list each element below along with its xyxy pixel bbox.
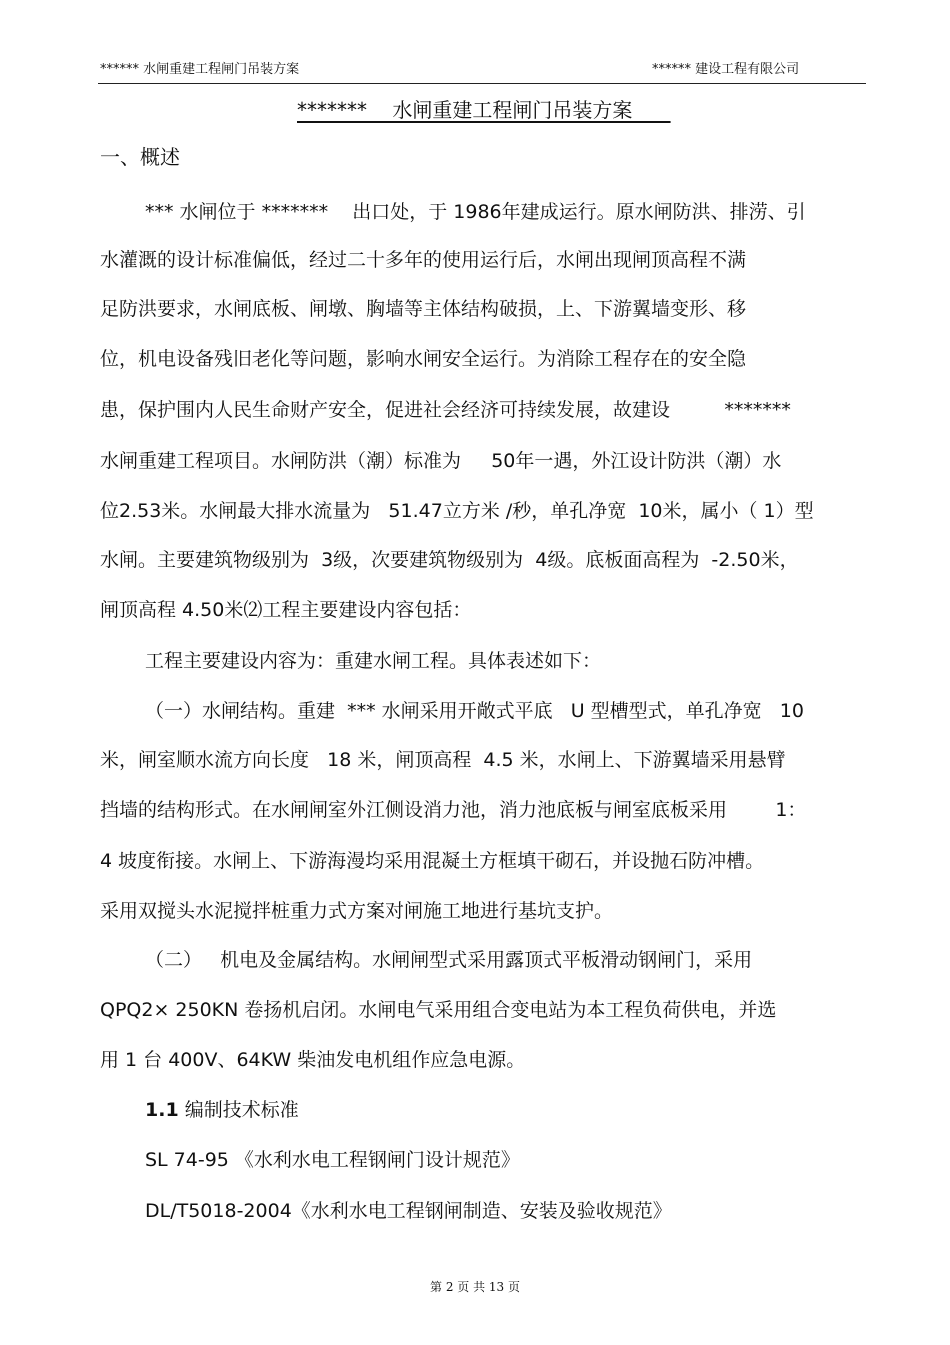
section-heading: 一、概述 bbox=[100, 145, 180, 169]
paragraph-line: 位，机电设备残旧老化等问题，影响水闸安全运行。为消除工程存在的安全隐 bbox=[100, 348, 747, 370]
paragraph-line: （一）水闸结构。重建 *** 水闸采用开敞式平底 U 型槽型式，单孔净宽 10 bbox=[145, 700, 804, 722]
paragraph-line: 挡墙的结构形式。在水闸闸室外江侧设消力池，消力池底板与闸室底板采用 1： bbox=[100, 799, 807, 821]
paragraph-line: 水闸。主要建筑物级别为 3级，次要建筑物级别为 4级。底板面高程为 -2.50米， bbox=[100, 549, 799, 571]
paragraph-line: *** 水闸位于 ******* 出口处，于 1986年建成运行。原水闸防洪、排涝、引 bbox=[145, 201, 806, 223]
paragraph-line: 米，闸室顺水流方向长度 18 米，闸顶高程 4.5 米，水闸上、下游翼墙采用悬臂 bbox=[100, 749, 786, 771]
page-footer: 第 2 页 共 13 页 bbox=[430, 1280, 520, 1294]
paragraph-line: 患，保护围内人民生命财产安全，促进社会经济可持续发展，故建设 ******* bbox=[100, 399, 791, 421]
header-right: ****** 建设工程有限公司 bbox=[652, 62, 800, 77]
paragraph-line: QPQ2× 250KN 卷扬机启闭。水闸电气采用组合变电站为本工程负荷供电，并选 bbox=[100, 999, 777, 1021]
subsection-heading bbox=[145, 1095, 299, 1122]
paragraph-line: 采用双搅头水泥搅拌桩重力式方案对闸施工地进行基坑支护。 bbox=[100, 900, 614, 922]
header-left: ****** 水闸重建工程闸门吊装方案 bbox=[100, 62, 300, 77]
subsection-title: 编制技术标准 bbox=[184, 1099, 299, 1121]
paragraph-line: （二） 机电及金属结构。水闸闸型式采用露顶式平板滑动钢闸门，采用 bbox=[145, 949, 753, 971]
subsection-number: 1.1 bbox=[145, 1099, 179, 1121]
standard-item: SL 74-95 《水利水电工程钢闸门设计规范》 bbox=[145, 1149, 520, 1171]
paragraph-line: 用 1 台 400V、64KW 柴油发电机组作应急电源。 bbox=[100, 1049, 526, 1071]
header-divider bbox=[98, 83, 866, 84]
standard-item: DL/T5018-2004《水利水电工程钢闸制造、安装及验收规范》 bbox=[145, 1200, 672, 1222]
paragraph-line: 水灌溉的设计标准偏低，经过二十多年的使用运行后，水闸出现闸顶高程不满 bbox=[100, 249, 747, 271]
paragraph-line: 足防洪要求，水闸底板、闸墩、胸墙等主体结构破损，上、下游翼墙变形、移 bbox=[100, 298, 747, 320]
paragraph-line: 位2.53米。水闸最大排水流量为 51.47立方米 /秒，单孔净宽 10米，属小（ 1）型 bbox=[100, 500, 814, 522]
paragraph-line: 工程主要建设内容为：重建水闸工程。具体表述如下： bbox=[145, 650, 602, 672]
paragraph-line: 闸顶高程 4.50米⑵工程主要建设内容包括： bbox=[100, 599, 472, 621]
document-title: ******* 水闸重建工程闸门吊装方案 bbox=[297, 98, 671, 122]
paragraph-line: 4 坡度衔接。水闸上、下游海漫均采用混凝土方框填干砌石，并设抛石防冲槽。 bbox=[100, 850, 765, 872]
paragraph-line: 水闸重建工程项目。水闸防洪（潮）标准为 50年一遇，外江设计防洪（潮）水 bbox=[100, 450, 782, 472]
